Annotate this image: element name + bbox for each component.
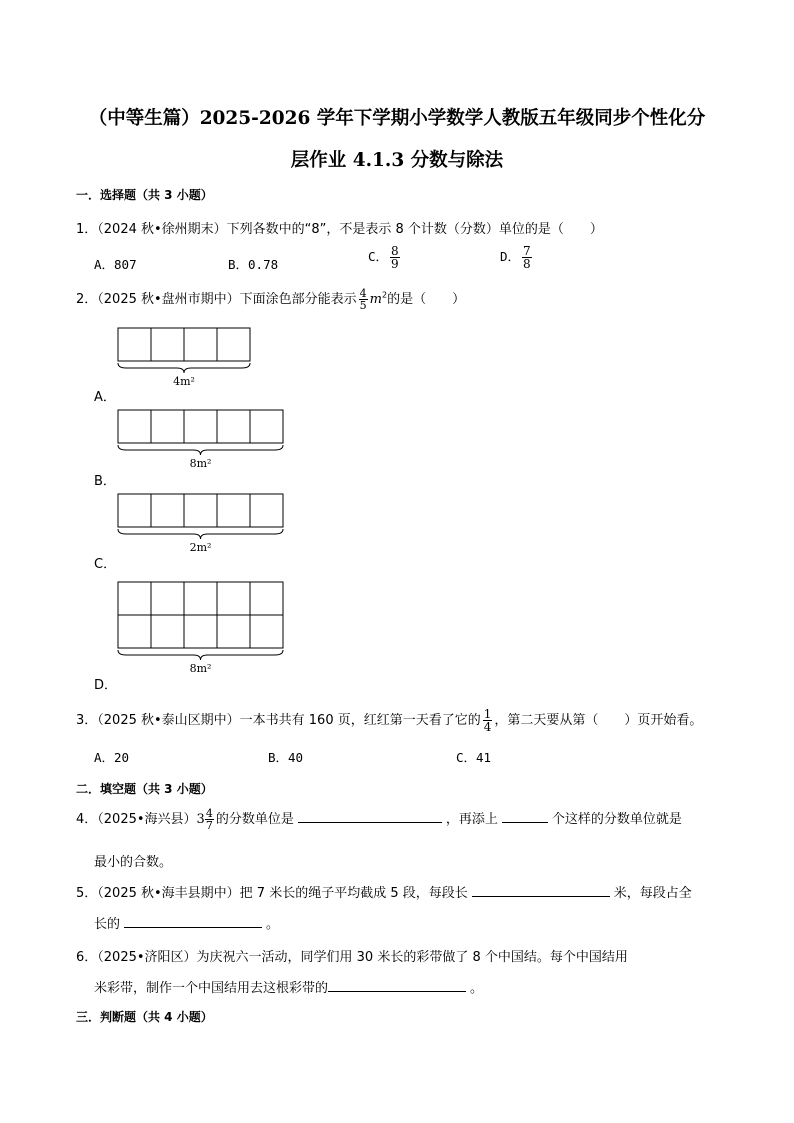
question-4-text xyxy=(76,808,682,831)
question-2-option-a-label: A． xyxy=(94,390,116,405)
section-fill-heading: 二．填空题（共 3 小题） xyxy=(76,782,213,796)
question-5-blank-2[interactable] xyxy=(124,926,262,928)
grid-outline xyxy=(118,410,283,443)
question-3-option-b: B．40 xyxy=(268,750,304,765)
question-5-text-before: 5．（2025 秋•海丰县期中）把 7 米长的绳子平均截成 5 段，每段长 xyxy=(76,886,468,901)
question-4-text-line-2: 最小的合数。 xyxy=(94,855,173,870)
question-1-option-a: A．807 xyxy=(94,257,137,272)
question-5-text-mid: 米，每段占全 xyxy=(613,886,692,901)
grid-outline xyxy=(118,494,283,527)
question-6-text-line-2-after: 。 xyxy=(470,981,484,996)
question-4-text-mid-2: ，再添上 xyxy=(445,812,498,827)
question-3-text-after: ，第二天要从第（ ）页开始看。 xyxy=(494,713,703,728)
area-label: 2m² xyxy=(189,541,212,554)
fraction-numerator: 4 xyxy=(205,807,213,820)
question-3-text xyxy=(76,708,702,733)
area-label: 8m² xyxy=(189,457,212,470)
question-6-text-line-2 xyxy=(94,977,483,996)
question-1-option-b: B．0.78 xyxy=(228,257,279,272)
question-4-text-before: 4．（2025•海兴县） xyxy=(76,812,197,827)
area-label: 4m² xyxy=(173,375,195,388)
fraction-denominator: 8 xyxy=(523,257,531,271)
question-4-blank-1[interactable] xyxy=(298,821,442,823)
question-4-blank-2[interactable] xyxy=(502,821,548,823)
brace xyxy=(118,445,283,455)
option-d-label: D． xyxy=(500,249,521,264)
document-title-line-2: 层作业 4.1.3 分数与除法 xyxy=(290,150,504,171)
area-label: 8m² xyxy=(189,662,212,675)
figure-option-c xyxy=(118,494,283,554)
question-5-text-line-2 xyxy=(94,913,279,932)
fraction-denominator: 9 xyxy=(391,257,399,271)
question-5-text-line-2-after: 。 xyxy=(266,917,280,932)
question-3-fraction xyxy=(483,708,493,733)
question-5-text-line-2-before: 长的 xyxy=(94,917,121,932)
question-4-whole: 3 xyxy=(196,812,205,827)
option-c-label: C． xyxy=(368,249,389,264)
question-2-text-after: 的是（ ） xyxy=(387,292,466,307)
figure-option-a xyxy=(118,328,250,388)
question-3-text-before: 3．（2025 秋•泰山区期中）一本书共有 160 页，红红第一天看了它的 xyxy=(76,713,481,728)
fraction-denominator: 5 xyxy=(359,299,367,312)
question-5-blank-1[interactable] xyxy=(472,895,610,897)
question-6-blank[interactable] xyxy=(328,990,466,992)
question-6-text-line-2-before: 米彩带，制作一个中国结用去这根彩带的 xyxy=(94,981,329,996)
question-2-unit-sup: 2 xyxy=(381,290,388,300)
question-5-text xyxy=(76,882,692,901)
brace xyxy=(118,650,283,660)
fraction-numerator: 4 xyxy=(359,287,367,300)
section-judge-heading: 三．判断题（共 4 小题） xyxy=(76,1010,213,1024)
question-2-text-before: 2．（2025 秋•盘州市期中）下面涂色部分能表示 xyxy=(76,292,357,307)
document-title-line-1: （中等生篇）2025-2026 学年下学期小学数学人教版五年级同步个性化分 xyxy=(88,108,706,129)
question-4-text-mid-3: 个这样的分数单位就是 xyxy=(551,812,682,827)
question-3-option-c: C．41 xyxy=(456,750,492,765)
question-4-fraction xyxy=(205,808,214,831)
question-2-unit: m xyxy=(369,292,382,307)
figure-option-b xyxy=(118,410,283,470)
question-6-text: 6．（2025•济阳区）为庆祝六一活动，同学们用 30 米长的彩带做了 8 个中国结。每个中国结用 xyxy=(76,950,628,965)
question-1-text: 1．（2024 秋•徐州期末）下列各数中的“8”，不是表示 8 个计数（分数）单位的是（ ） xyxy=(76,222,603,237)
brace xyxy=(118,529,283,539)
figure-option-d xyxy=(118,582,283,675)
fraction-denominator: 4 xyxy=(483,720,492,734)
fraction-denominator: 7 xyxy=(205,819,213,832)
fraction-numerator: 1 xyxy=(483,707,492,721)
question-3-option-a: A．20 xyxy=(94,750,130,765)
question-2-option-b-label: B． xyxy=(94,474,116,489)
brace xyxy=(118,363,250,373)
section-choice-heading: 一．选择题（共 3 小题） xyxy=(76,188,213,202)
fraction-numerator: 8 xyxy=(391,244,399,258)
question-4-text-mid-1: 的分数单位是 xyxy=(215,812,294,827)
question-2-option-d-label: D． xyxy=(94,678,118,693)
fraction-numerator: 7 xyxy=(523,244,531,258)
question-2-option-c-label: C． xyxy=(94,557,117,572)
